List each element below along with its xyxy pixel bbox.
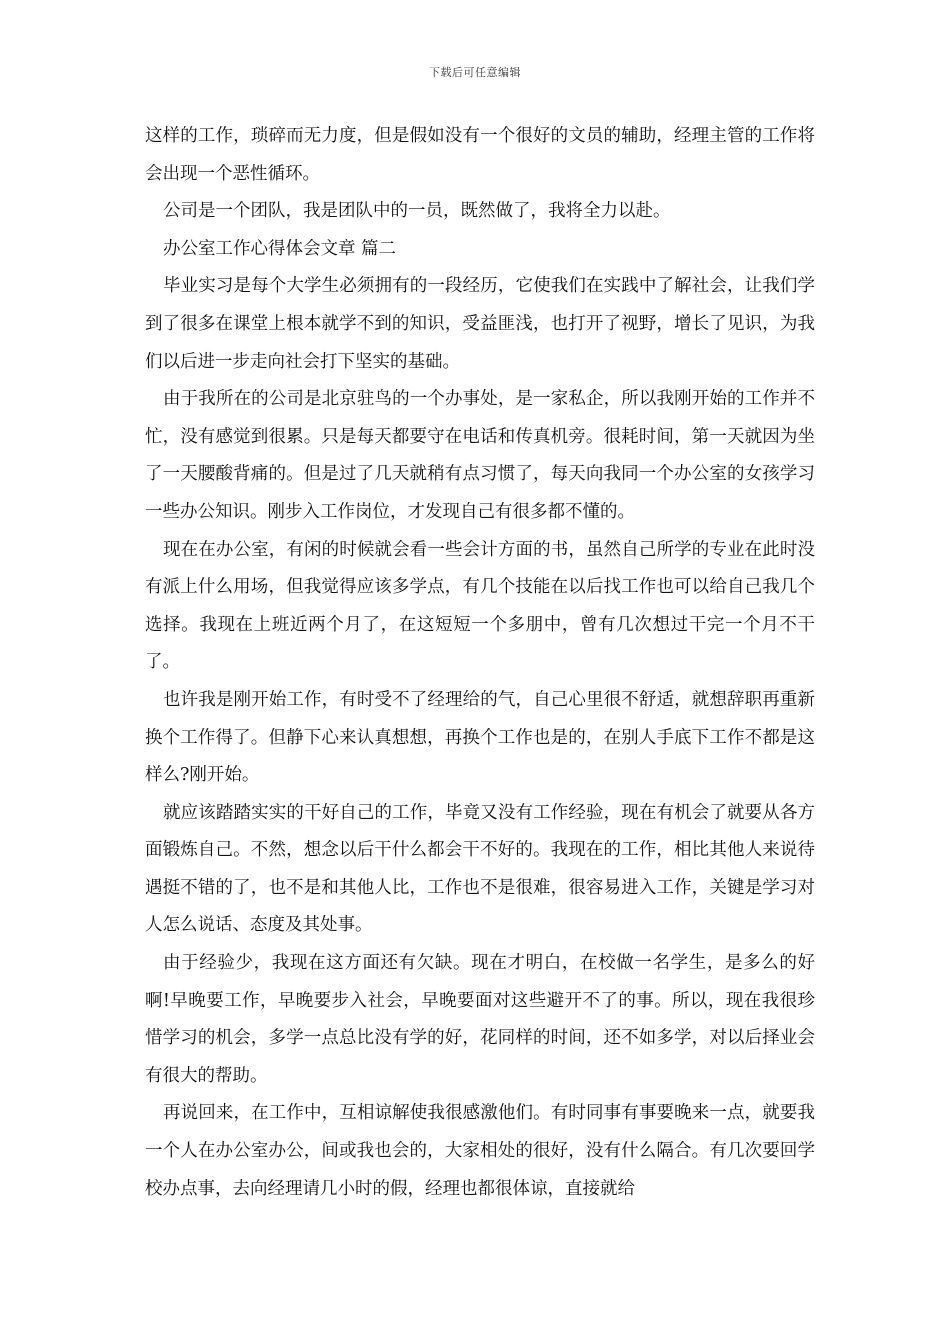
paragraph-6: 也许我是刚开始工作，有时受不了经理给的气，自己心里很不舒适，就想辞职再重新换个工作得了。但静下心来认真想想，再换个工作也是的，在别人手底下工作不都是这样么?刚开始。 [145,689,815,786]
section-heading: 办公室工作心得体会文章 篇二 [163,238,397,259]
paragraph-9: 再说回来，在工作中，互相谅解使我很感激他们。有时同事有事要晚来一点，就要我一个人在办公室办公，间或我也会的，大家相处的很好，没有什么隔合。有几次要回学校办点事，去向经理请几小时的假，经理也都很体谅，直接就给 [145,1103,815,1199]
page-header-note: 下载后可任意编辑 [429,66,521,79]
paragraph-1: 这样的工作，琐碎而无力度，但是假如没有一个很好的文员的辅助，经理主管的工作将会出现一个恶性循环。 [145,126,815,184]
paragraph-2: 公司是一个团队，我是团队中的一员，既然做了，我将全力以赴。 [163,201,671,222]
paragraph-3: 毕业实习是每个大学生必须拥有的一段经历，它使我们在实践中了解社会，让我们学到了很多在课堂上根本就学不到的知识，受益匪浅，也打开了视野，增长了见识，为我们以后进一步走向社会打下坚实的基础。 [145,276,815,372]
document-body [145,118,815,1208]
paragraph-4: 由于我所在的公司是北京驻鸟的一个办事处，是一家私企，所以我刚开始的工作并不忙，没有感觉到很累。只是每天都要守在电话和传真机旁。很耗时间，第一天就因为坐了一天腰酸背痛的。但是过了几天就稍有点习惯了，每天向我同一个办公室的女孩学习一些办公知识。刚步入工作岗位，才发现自己有很多都不懂的。 [145,389,815,522]
paragraph-7: 就应该踏踏实实的干好自己的工作，毕竟又没有工作经验，现在有机会了就要从各方面锻炼自己。不然，想念以后干什么都会干不好的。我现在的工作，相比其他人来说待遇挺不错的了，也不是和其他人比，工作也不是很难，很容易进入工作，关键是学习对人怎么说话、态度及其处事。 [145,802,815,936]
paragraph-8: 由于经验少，我现在这方面还有欠缺。现在才明白，在校做一名学生，是多么的好啊!早晚要工作，早晚要步入社会，早晚要面对这些避开不了的事。所以，现在我很珍惜学习的机会，多学一点总比没有学的好，花同样的时间，还不如多学，对以后择业会有很大的帮助。 [145,953,815,1086]
paragraph-5: 现在在办公室，有闲的时候就会看一些会计方面的书，虽然自己所学的专业在此时没有派上什么用场，但我觉得应该多学点，有几个技能在以后找工作也可以给自己我几个选择。我现在上班近两个月了，在这短短一个多朋中，曾有几次想过干完一个月不干了。 [145,539,815,673]
